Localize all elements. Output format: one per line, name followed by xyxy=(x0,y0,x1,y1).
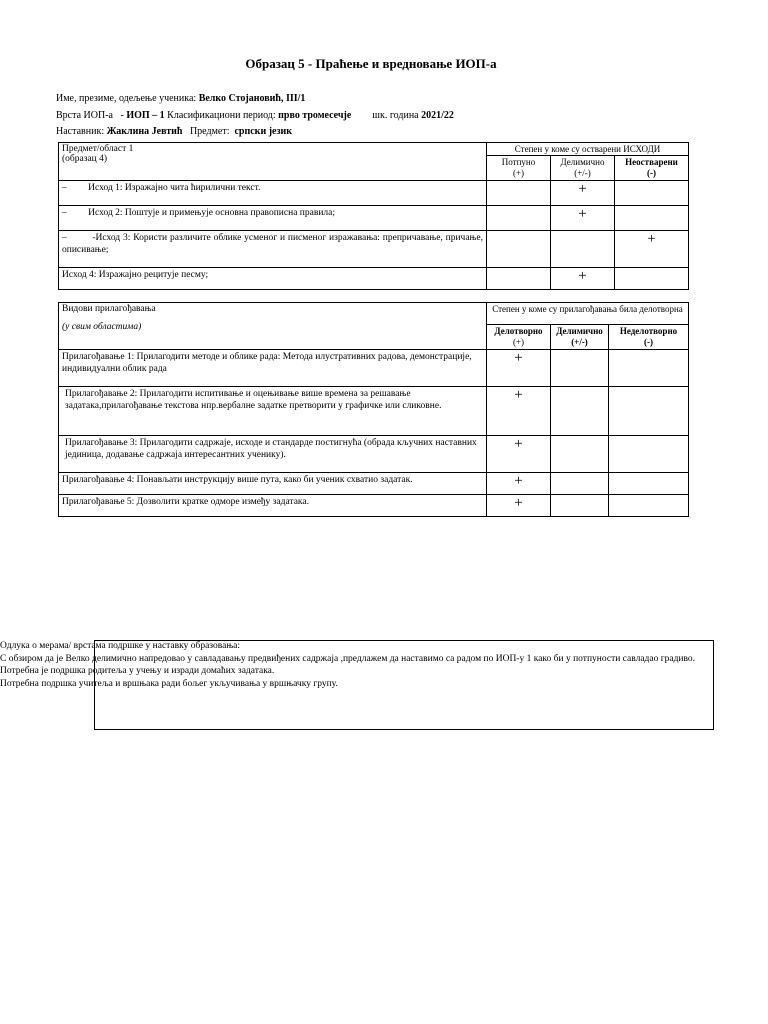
decision-text xyxy=(0,640,768,690)
outcome-1-text: – Исход 1: Изражајно чита ћирилични текст. xyxy=(59,181,487,206)
table-row xyxy=(59,231,689,268)
cell xyxy=(609,436,689,473)
table-row xyxy=(59,495,689,517)
cell xyxy=(551,436,609,473)
outcome-2-mark: + xyxy=(551,206,615,231)
adjustments-col-ineffective xyxy=(609,325,689,350)
table-row xyxy=(59,350,689,387)
outcome-text: Исход 1: Изражајно чита ћирилични текст. xyxy=(88,183,261,193)
outcomes-table xyxy=(58,142,689,290)
student-value: Велко Стојановић, III/1 xyxy=(198,93,306,104)
outcome-2-text: – Исход 2: Поштује и примењује основна правописна правила; xyxy=(59,206,487,231)
cell xyxy=(609,350,689,387)
adjustments-header-left xyxy=(59,303,487,350)
cell xyxy=(551,231,615,268)
col-symbol: (+) xyxy=(512,337,525,347)
col-label: Делимично xyxy=(556,326,603,336)
adjustment-5-text: Прилагођавање 5: Дозволити кратке одморе између задатака. xyxy=(59,495,487,517)
cell xyxy=(551,387,609,436)
adjustment-3-text: Прилагођавање 3: Прилагодити садржаје, исходе и стандарде постигнућа (обрада кључних наставних јединица, додавање садржаја интересантних ученику). xyxy=(59,436,487,473)
outcomes-col-none xyxy=(615,156,689,181)
outcome-1-mark: + xyxy=(551,181,615,206)
table-row xyxy=(59,436,689,473)
cell xyxy=(487,181,551,206)
student-info-line xyxy=(56,93,305,104)
outcome-4-text: Исход 4: Изражајно рецитује песму; xyxy=(59,268,487,290)
iop-info-line: Врста ИОП-а - ИОП – 1 Класификациони период: прво тромесечје шк. година 2021/22 xyxy=(56,110,454,121)
cell xyxy=(615,268,689,290)
outcome-4-mark: + xyxy=(551,268,615,290)
col-label: Неостварени xyxy=(625,157,678,167)
period-label: Класификациони период: xyxy=(167,110,276,121)
adjustment-3-mark: + xyxy=(487,436,551,473)
decision-line-4: Потребна подршка учитеља и вршњака ради бољег укључивања у вршњачку групу. xyxy=(0,678,338,689)
teacher-info-line xyxy=(56,126,292,137)
subject-value: српски језик xyxy=(234,126,293,137)
decision-line-3: Потребна је подршка родитеља у учењу и изради домаћих задатака. xyxy=(0,666,275,676)
decision-heading: Одлука о мерама/ врстама подршке у наставку образовања: xyxy=(0,641,241,651)
table-row xyxy=(59,473,689,495)
col-symbol: (-) xyxy=(647,168,656,178)
year-label: шк. година xyxy=(372,110,419,121)
cell xyxy=(615,181,689,206)
table-row xyxy=(59,181,689,206)
adjustment-2-mark: + xyxy=(487,387,551,436)
teacher-value: Жаклина Јевтић xyxy=(106,126,183,137)
col-symbol: (+/-) xyxy=(571,337,588,347)
adjustments-header-right: Степен у коме су прилагођавања била делотворна xyxy=(487,303,689,325)
teacher-label: Наставник: xyxy=(56,126,105,137)
outcomes-header-right: Степен у коме су остварени ИСХОДИ xyxy=(487,143,689,156)
col-label: Потпуно xyxy=(501,157,536,167)
table-row xyxy=(59,387,689,436)
cell xyxy=(551,495,609,517)
adjustments-header-title: Видови прилагођавања xyxy=(62,304,156,314)
outcome-text: Исход 2: Поштује и примењује основна правописна правила; xyxy=(88,208,335,218)
iop-type-value: ИОП – 1 xyxy=(126,110,165,121)
adjustment-4-text: Прилагођавање 4: Понављати инструкцију више пута, како би ученик схватио задатак. xyxy=(59,473,487,495)
adjustments-col-effective xyxy=(487,325,551,350)
adjustment-4-mark: + xyxy=(487,473,551,495)
outcomes-header-left xyxy=(59,143,487,181)
col-symbol: (-) xyxy=(644,337,653,347)
period-value: прво тромесечје xyxy=(278,110,352,121)
cell xyxy=(609,473,689,495)
table-row xyxy=(59,268,689,290)
col-symbol: (+) xyxy=(512,168,525,178)
outcomes-header-form: (образац 4) xyxy=(62,154,108,164)
col-label: Неделотворно xyxy=(619,326,678,336)
page-title: Образац 5 - Праћење и вредновање ИОП-а xyxy=(245,56,497,71)
adjustment-2-text: Прилагођавање 2: Прилагодити испитивање и оцењивање више времена за решавање задатака,прилагођавање текстова нпр.вербалне задатке претворити у графичке или сликовне. xyxy=(59,387,487,436)
adjustments-col-partial xyxy=(551,325,609,350)
outcomes-col-full xyxy=(487,156,551,181)
outcome-3-mark: + xyxy=(615,231,689,268)
cell xyxy=(551,473,609,495)
outcomes-col-partial xyxy=(551,156,615,181)
cell xyxy=(487,268,551,290)
adjustments-header-scope: (у свим областима) xyxy=(62,322,142,332)
cell xyxy=(551,350,609,387)
outcome-3-text: – -Исход 3: Користи различите облике усменог и писменог изражавања: препричавање, причање, описивање; xyxy=(59,231,487,268)
col-symbol: (+/-) xyxy=(574,168,591,178)
cell xyxy=(487,231,551,268)
table-row xyxy=(59,206,689,231)
cell xyxy=(487,206,551,231)
year-value: 2021/22 xyxy=(421,110,454,121)
col-label: Делимично xyxy=(560,157,605,167)
subject-label: Предмет: xyxy=(189,126,230,137)
col-label: Делотворно xyxy=(494,326,543,336)
outcomes-header-subject: Предмет/област 1 xyxy=(62,144,134,154)
adjustment-1-mark: + xyxy=(487,350,551,387)
iop-type-label: Врста ИОП-а xyxy=(56,110,113,121)
decision-line-2: С обзиром да је Велко делимично напредовао у савладавању предвиђених садржаја ,предлажем да наставимо са радом по ИОП-у 1 како би у потпуности савладао градиво. xyxy=(0,653,696,664)
outcome-text: -Исход 3: Користи различите облике усменог и писменог изражавања: препричавање, причање, описивање; xyxy=(62,233,483,255)
cell xyxy=(609,495,689,517)
cell xyxy=(609,387,689,436)
adjustment-1-text: Прилагођавање 1: Прилагодити методе и облике рада: Метода илустративних радова, демонстрације, индивидуални облик рада xyxy=(59,350,487,387)
adjustment-5-mark: + xyxy=(487,495,551,517)
student-label: Име, презиме, одељење ученика: xyxy=(56,93,197,104)
cell xyxy=(615,206,689,231)
adjustments-table xyxy=(58,302,689,517)
